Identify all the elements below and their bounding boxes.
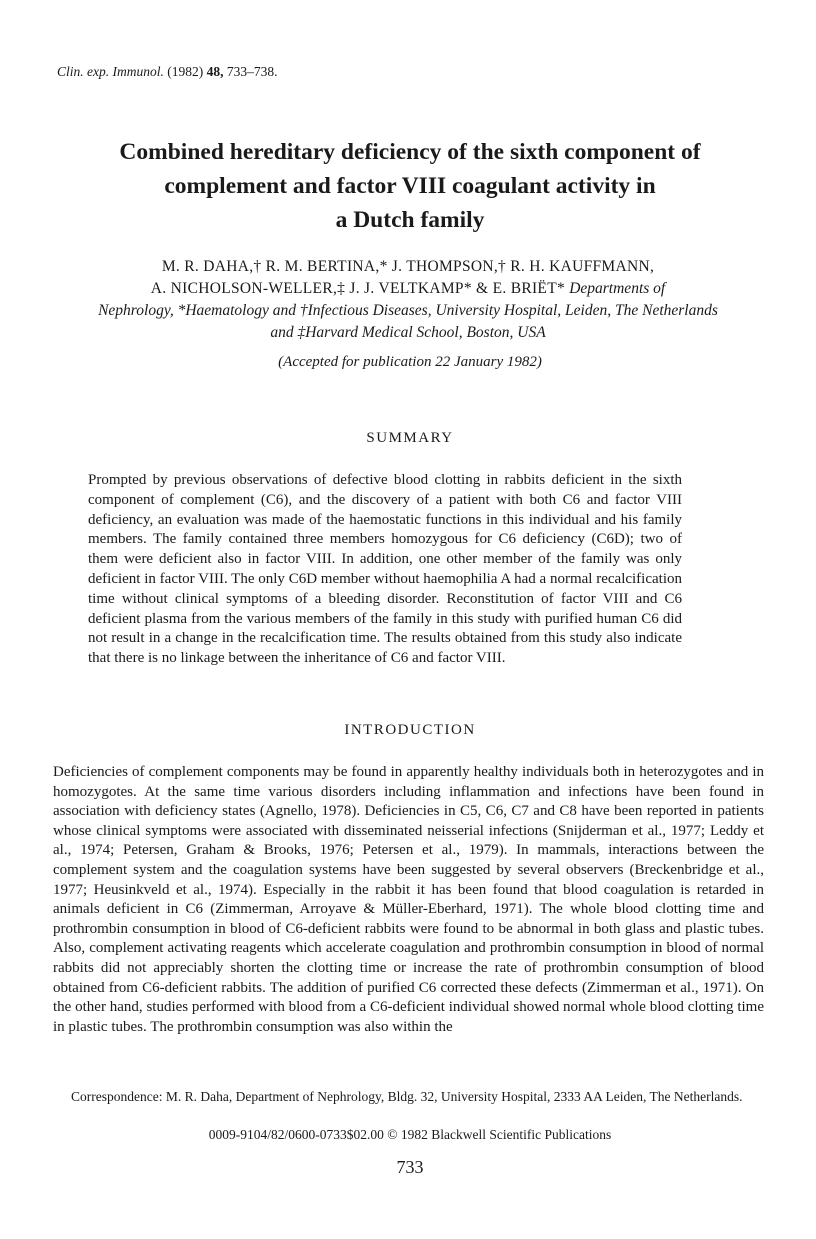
journal-name: Clin. exp. Immunol. (57, 64, 164, 79)
affiliation-text: Departments of (569, 280, 666, 297)
journal-pages: 733–738. (226, 64, 278, 79)
article-title (60, 135, 760, 237)
issn-copyright: 0009-9104/82/0600-0733$02.00 © 1982 Blackwell Scientific Publications (208, 1127, 612, 1142)
title-line: complement and factor VIII coagulant activity in (164, 173, 656, 199)
author-block (40, 256, 776, 344)
author-line (40, 278, 776, 300)
correspondence-text: Correspondence: M. R. Daha, Department of Nephrology, Bldg. 32, University Hospital, 2333 AA Leiden, The Netherlands. (71, 1089, 743, 1104)
introduction-heading: INTRODUCTION (344, 722, 476, 738)
introduction-section (53, 763, 764, 1037)
affiliation-line: and ‡Harvard Medical School, Boston, USA (270, 324, 546, 341)
author-names: A. NICHOLSON-WELLER,‡ J. J. VELTKAMP* & E. BRIËT* (150, 280, 570, 297)
affiliation-line: Nephrology, *Haematology and †Infectious Diseases, University Hospital, Leiden, The Netherlands (98, 302, 718, 319)
title-line: a Dutch family (335, 207, 485, 233)
summary-heading: SUMMARY (366, 430, 454, 446)
journal-volume: 48, (206, 64, 224, 79)
page-number: 733 (396, 1157, 424, 1177)
title-line: Combined hereditary deficiency of the sixth component of (119, 139, 701, 165)
journal-year: (1982) (167, 64, 204, 79)
journal-citation (57, 64, 278, 80)
accepted-date: (Accepted for publication 22 January 1982) (278, 354, 542, 370)
introduction-paragraph: Deficiencies of complement components may be found in apparently healthy individuals both in heterozygotes and in homozygotes. At the same time various disorders including inflammation and infections have been found in association with deficiency states (Agnello, 1978). Deficiencies in C5, C6, C7 and C8 have been reported in patients whose clinical symptoms were associated with disseminated neisserial infections (Snijderman et al., 1977; Leddy et al., 1974; Petersen, Graham & Brooks, 1976; Petersen et al., 1979). In mammals, interactions between the complement system and the coagulation systems have been suggested by several observers (Breckenbridge et al., 1977; Heusinkveld et al., 1974). Especially in the rabbit it has been found that blood coagulation is retarded in animals deficient in C6 (Zimmerman, Arroyave & Müller-Eberhard, 1971). The whole blood clotting time and prothrombin consumption in blood of C6-deficient rabbits were found to be abnormal in both glass and plastic tubes. Also, complement activating reagents which accelerate coagulation and prothrombin consumption in blood of normal rabbits did not appreciably shorten the clotting time or increase the rate of prothrombin consumption of blood obtained from C6-deficient rabbits. The addition of purified C6 corrected these defects (Zimmerman et al., 1971). On the other hand, studies performed with blood from a C6-deficient individual showed normal whole blood clotting time in plastic tubes. The prothrombin consumption was also within the (53, 764, 764, 1035)
summary-section (88, 471, 682, 669)
correspondence-footnote (53, 1088, 764, 1105)
summary-paragraph: Prompted by previous observations of defective blood clotting in rabbits deficient in the sixth component of complement (C6), and the discovery of a patient with both C6 and factor VIII deficiency, an evaluation was made of the haemostatic functions in this individual and his family members. The family contained three members homozygous for C6 deficiency (C6D); two of them were deficient also in factor VIII. In addition, one other member of the family was only deficient in factor VIII. The only C6D member without haemophilia A had a normal recalcification time without clinical symptoms of a bleeding disorder. Reconstitution of factor VIII and C6 deficient plasma from the various members of the family in this study with purified human C6 did not result in a change in the recalcification time. The results obtained from this study also indicate that there is no linkage between the inheritance of C6 and factor VIII. (88, 472, 682, 667)
author-line: M. R. DAHA,† R. M. BERTINA,* J. THOMPSON,† R. H. KAUFFMANN, (161, 258, 655, 275)
